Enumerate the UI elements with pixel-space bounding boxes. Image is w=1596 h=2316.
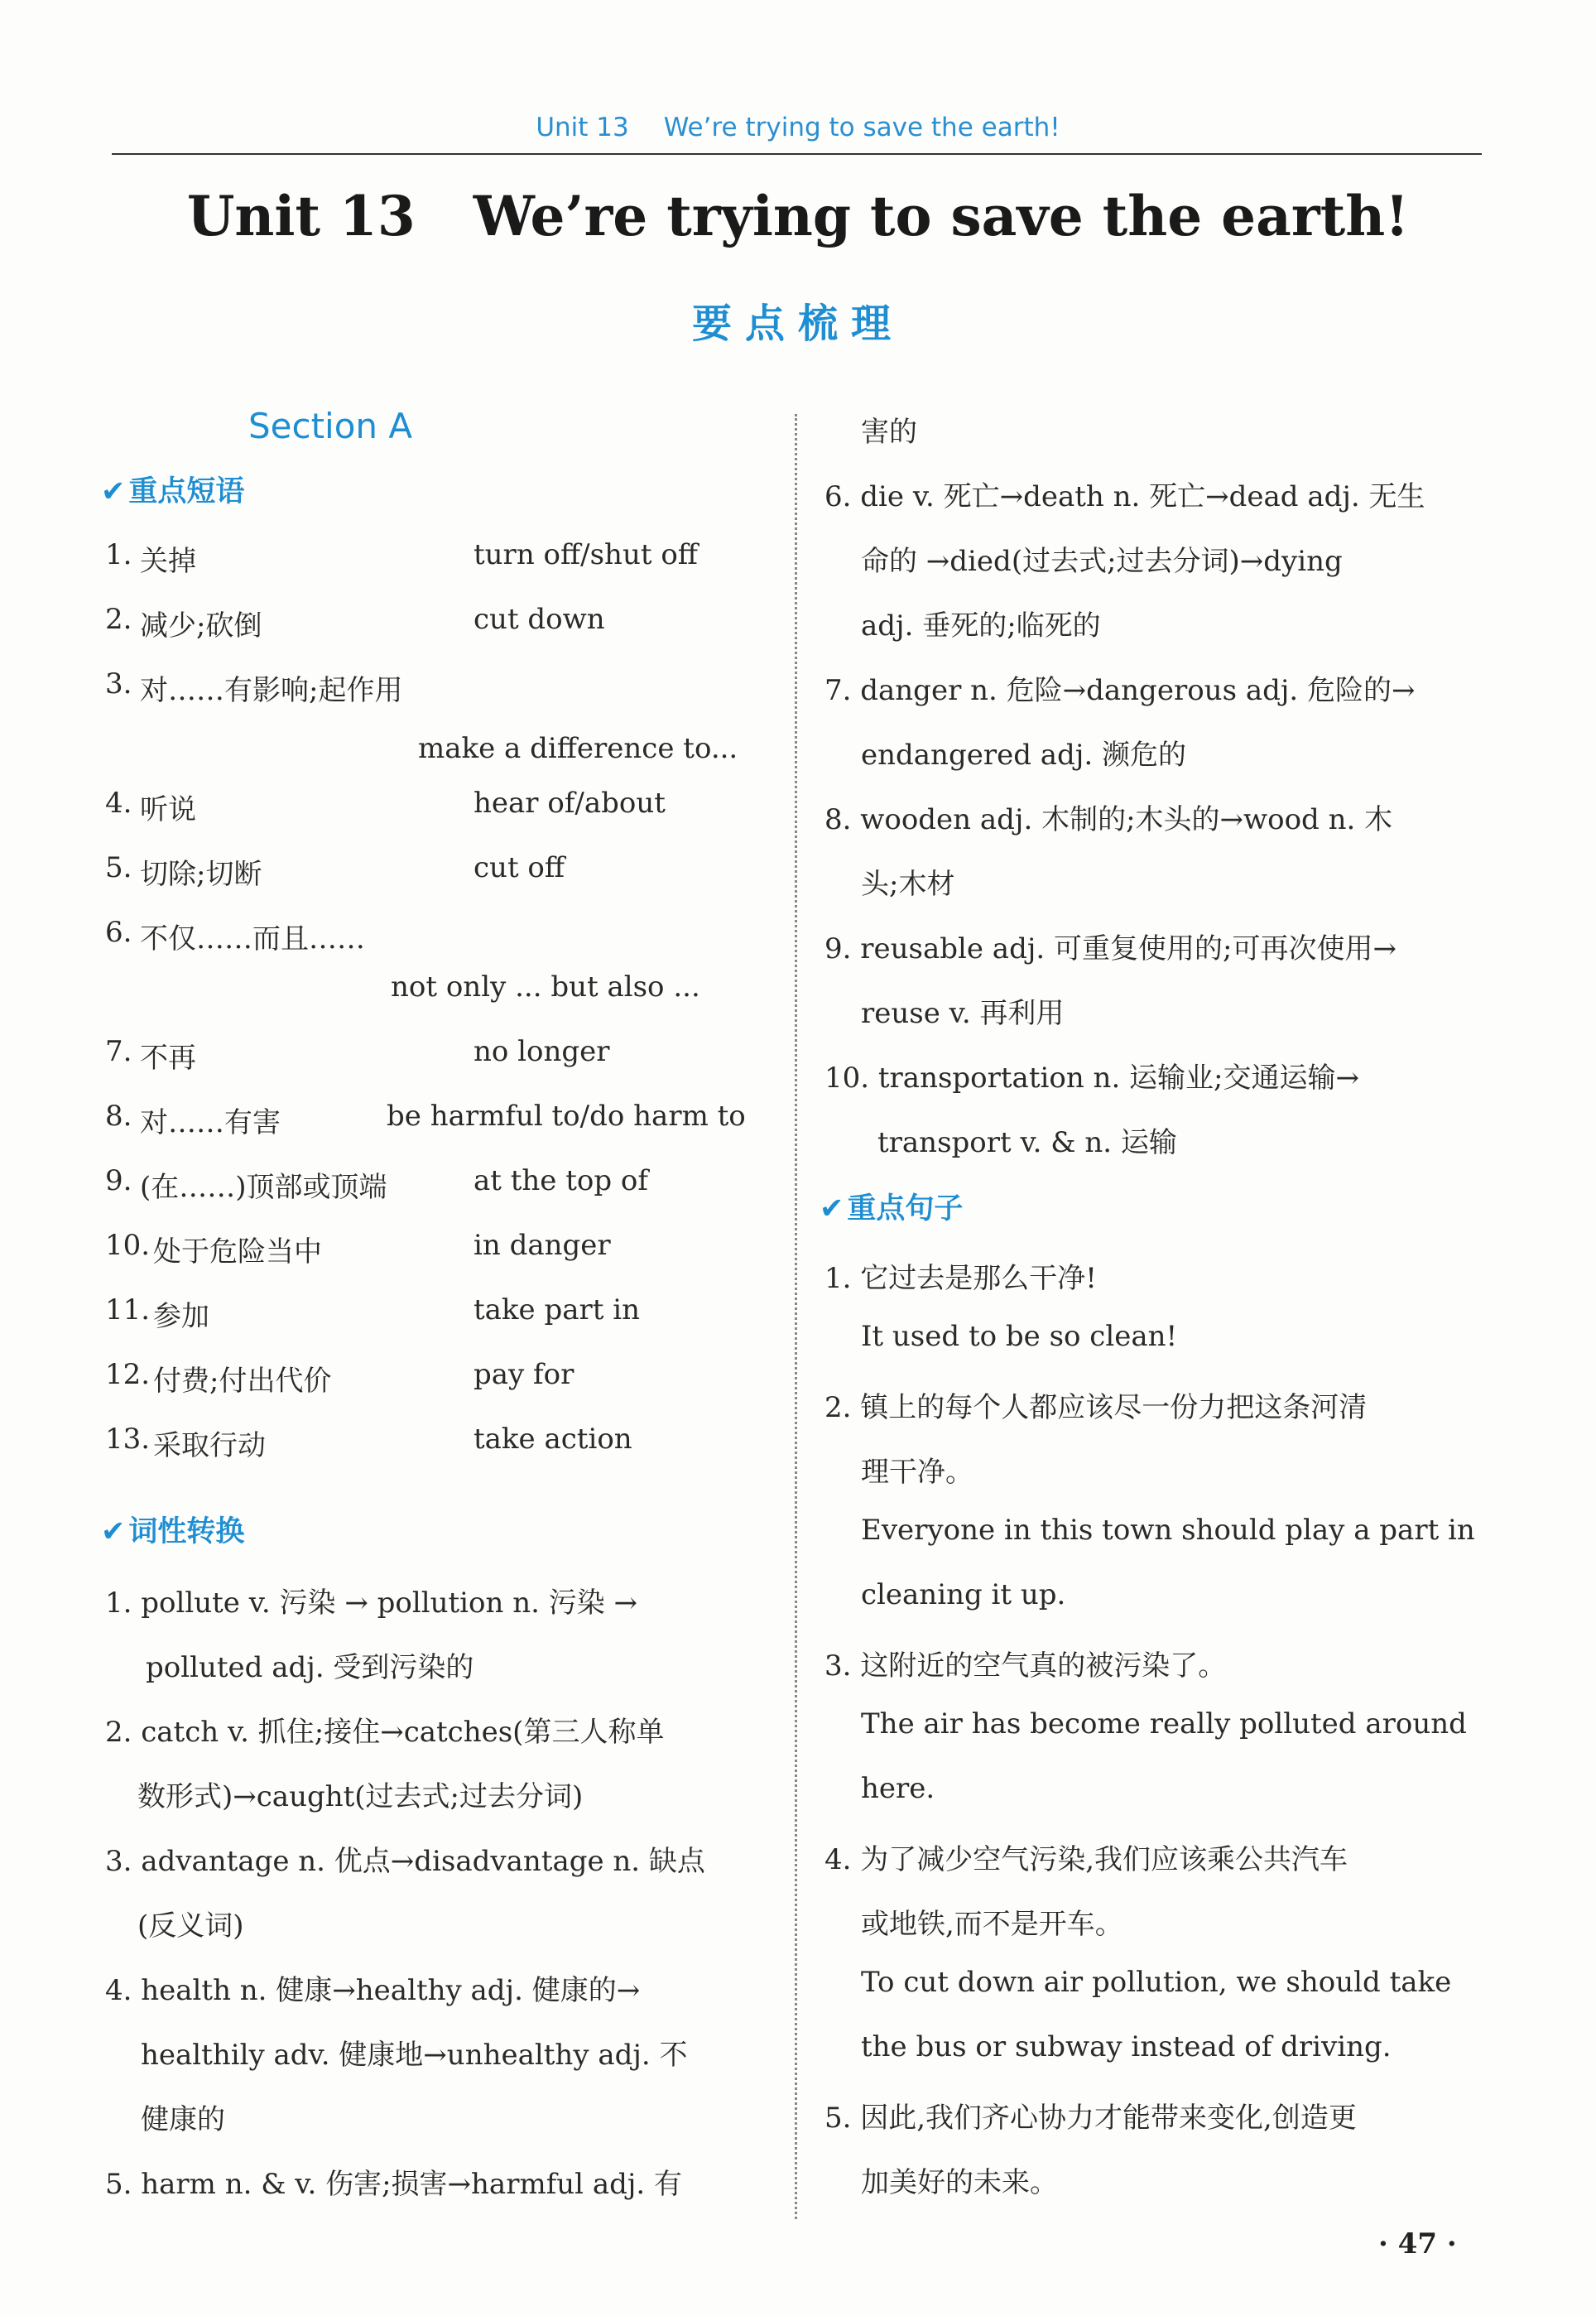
phrase-chinese: 关掉: [140, 545, 196, 578]
phrase-chinese: 付费;付出代价: [153, 1365, 332, 1398]
phrase-english: pay for: [474, 1358, 574, 1391]
conversion-heading-label: 词性转换: [128, 1515, 245, 1548]
conversion-line: reuse v. 再利用: [861, 997, 1065, 1030]
phrase-english: hear of/about: [474, 787, 666, 820]
conversion-line: endangered adj. 濒危的: [861, 739, 1186, 772]
phrase-chinese: 对……有害: [140, 1106, 281, 1139]
sentence-line: 2. 镇上的每个人都应该尽一份力把这条河清: [824, 1391, 1368, 1424]
sentences-heading: [820, 1186, 963, 1227]
sentence-line: 或地铁,而不是开车。: [861, 1908, 1123, 1941]
phrases-heading: [101, 469, 244, 510]
phrase-number: 5.: [105, 851, 132, 884]
conversion-line: 害的: [861, 416, 917, 449]
phrase-chinese: 采取行动: [153, 1429, 266, 1462]
phrase-english: at the top of: [474, 1164, 648, 1197]
phrase-chinese: 对……有影响;起作用: [140, 674, 403, 707]
running-header: [0, 113, 1596, 142]
phrase-chinese: 不仅……而且……: [140, 922, 365, 956]
phrase-number: 2.: [105, 603, 132, 636]
phrase-number: 7.: [105, 1035, 132, 1068]
phrase-english: not only ... but also ...: [391, 970, 700, 1004]
conversion-line: (反义词): [137, 1909, 244, 1943]
phrase-number: 1.: [105, 538, 132, 571]
phrase-chinese: 不再: [140, 1042, 196, 1075]
phrase-english: no longer: [474, 1035, 610, 1068]
phrase-chinese: (在……)顶部或顶端: [140, 1171, 387, 1204]
title-text: We’re trying to save the earth!: [473, 184, 1410, 248]
phrase-chinese: 参加: [153, 1300, 209, 1333]
phrases-heading-label: 重点短语: [128, 475, 245, 508]
sentence-line: 4. 为了减少空气污染,我们应该乘公共汽车: [824, 1843, 1348, 1876]
section-heading: Section A: [248, 406, 413, 446]
section-subtitle: 要点梳理: [691, 301, 904, 347]
phrase-english: cut off: [474, 851, 565, 884]
conversion-line: 6. die v. 死亡→death n. 死亡→dead adj. 无生: [824, 480, 1425, 513]
conversion-line: 3. advantage n. 优点→disadvantage n. 缺点: [105, 1845, 705, 1878]
sentence-line: here.: [861, 1772, 935, 1805]
conversion-line: 数形式)→caught(过去式;过去分词): [137, 1780, 584, 1813]
running-header-unit: Unit 13: [536, 113, 629, 142]
conversion-line: polluted adj. 受到污染的: [146, 1651, 474, 1684]
phrase-number: 4.: [105, 787, 132, 820]
sentence-line: It used to be so clean!: [861, 1320, 1178, 1353]
phrase-english: make a difference to...: [418, 732, 738, 765]
sentence-line: 1. 它过去是那么干净!: [824, 1262, 1097, 1295]
conversion-line: 命的 →died(过去式;过去分词)→dying: [861, 545, 1343, 578]
conversion-line: adj. 垂死的;临死的: [861, 609, 1101, 643]
phrase-number: 10.: [105, 1229, 151, 1262]
phrase-chinese: 听说: [140, 793, 196, 826]
conversion-line: 7. danger n. 危险→dangerous adj. 危险的→: [824, 674, 1416, 707]
conversion-heading: [101, 1509, 244, 1550]
phrase-english: take action: [474, 1423, 632, 1456]
phrase-chinese: 切除;切断: [140, 858, 262, 891]
check-icon: ✔: [101, 1515, 126, 1548]
sentence-line: 加美好的未来。: [861, 2166, 1058, 2199]
phrase-number: 12.: [105, 1358, 151, 1391]
running-header-title: We’re trying to save the earth!: [663, 113, 1060, 142]
sentence-line: The air has become really polluted around: [861, 1707, 1467, 1741]
phrase-number: 6.: [105, 916, 132, 949]
phrase-english: cut down: [474, 603, 605, 636]
sentence-line: 5. 因此,我们齐心协力才能带来变化,创造更: [824, 2102, 1357, 2135]
sentence-line: 理干净。: [861, 1456, 973, 1489]
phrase-english: in danger: [474, 1229, 611, 1262]
conversion-line: healthily adv. 健康地→unhealthy adj. 不: [141, 2039, 688, 2072]
sentence-line: 3. 这附近的空气真的被污染了。: [824, 1649, 1227, 1683]
phrase-chinese: 减少;砍倒: [140, 609, 262, 643]
sentence-line: the bus or subway instead of driving.: [861, 2030, 1392, 2063]
conversion-line: 10. transportation n. 运输业;交通运输→: [824, 1062, 1359, 1095]
phrase-number: 9.: [105, 1164, 132, 1197]
header-rule: [112, 153, 1482, 155]
phrase-number: 11.: [105, 1293, 151, 1327]
check-icon: ✔: [101, 475, 126, 508]
conversion-line: 2. catch v. 抓住;接住→catches(第三人称单: [105, 1716, 665, 1749]
conversion-line: 头;木材: [861, 868, 955, 901]
sentence-line: cleaning it up.: [861, 1578, 1066, 1611]
page-number: · 47 ·: [1378, 2227, 1457, 2261]
sentences-heading-label: 重点句子: [847, 1192, 964, 1225]
phrase-english: be harmful to/do harm to: [387, 1100, 746, 1133]
phrase-number: 8.: [105, 1100, 132, 1133]
conversion-line: 4. health n. 健康→healthy adj. 健康的→: [105, 1974, 641, 2007]
conversion-line: 5. harm n. & v. 伤害;损害→harmful adj. 有: [105, 2168, 683, 2201]
phrase-number: 13.: [105, 1423, 151, 1456]
phrase-english: turn off/shut off: [474, 538, 698, 571]
phrase-english: take part in: [474, 1293, 640, 1327]
conversion-line: 1. pollute v. 污染 → pollution n. 污染 →: [105, 1587, 638, 1620]
conversion-line: 健康的: [141, 2103, 225, 2136]
page-title: [0, 184, 1596, 248]
check-icon: ✔: [820, 1192, 844, 1225]
conversion-line: 8. wooden adj. 木制的;木头的→wood n. 木: [824, 803, 1393, 836]
column-divider: [795, 414, 797, 2219]
conversion-line: 9. reusable adj. 可重复使用的;可再次使用→: [824, 932, 1396, 965]
sentence-line: To cut down air pollution, we should take: [861, 1966, 1452, 1999]
sentence-line: Everyone in this town should play a part in: [861, 1514, 1475, 1547]
phrase-number: 3.: [105, 667, 132, 701]
conversion-line: transport v. & n. 运输: [877, 1126, 1177, 1159]
phrase-chinese: 处于危险当中: [153, 1235, 322, 1269]
title-unit: Unit 13: [186, 184, 416, 248]
